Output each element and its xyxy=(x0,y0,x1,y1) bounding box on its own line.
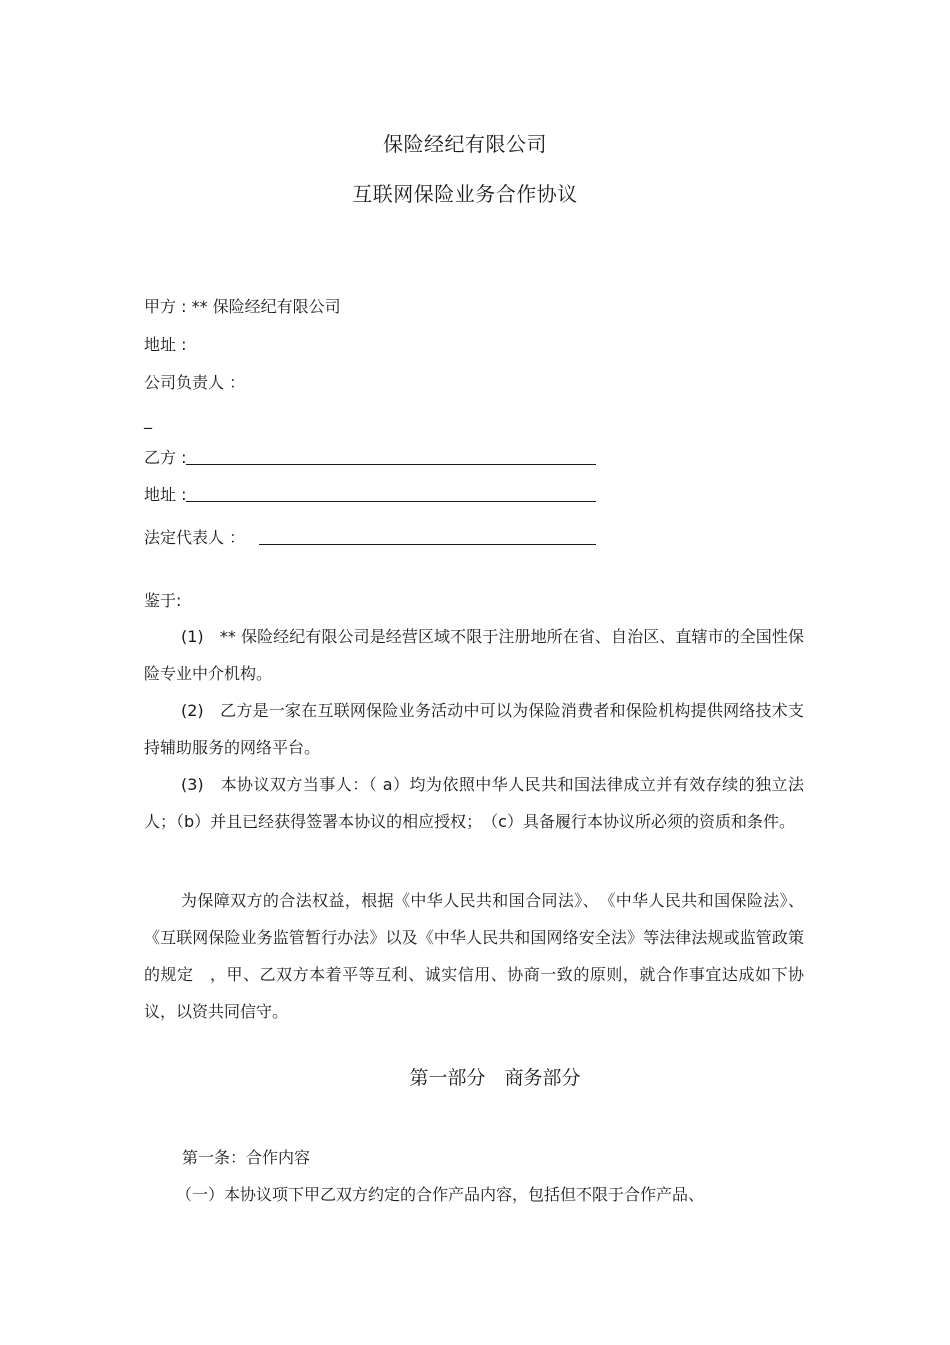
part-one-heading: 第一部分 商务部分 xyxy=(409,1067,581,1089)
party-b-rep-row xyxy=(144,525,596,548)
company-title: 保险经纪有限公司 xyxy=(383,132,547,156)
party-b-address-label: 地址 : xyxy=(144,485,187,504)
whereas-item-2: (2) 乙方是一家在互联网保险业务活动中可以为保险消费者和保险机构提供网络技术支持辅助服务的网络平台。 xyxy=(144,701,804,757)
party-a-address-label: 地址 : xyxy=(144,335,187,354)
party-b-rep-label: 法定代表人 ： xyxy=(144,528,246,547)
party-b-address-field[interactable] xyxy=(186,485,596,502)
party-b-name-field[interactable] xyxy=(186,448,596,465)
party-b-name-label: 乙方 : xyxy=(144,448,187,467)
dash-mark: _ xyxy=(144,410,152,429)
party-a-responsible-label: 公司负责人 ： xyxy=(144,373,246,392)
party-a-name: 甲方 : ** 保险经纪有限公司 xyxy=(144,297,341,316)
article-1-first-line: （一）本协议项下甲乙双方约定的合作产品内容，包括但不限于合作产品、 xyxy=(176,1185,705,1204)
basis-paragraph: 为保障双方的合法权益，根据《中华人民共和国合同法》、 《中华人民共和国保险法》、《互联网保险业务监管暂行办法》以及《中华人民共和国网络安全法》等法律法规或监管政策的规定 ，甲、乙双方本着平等互利、诚实信用、协商一致的原则，就合作事宜达成如下协议，以资共同信守。 xyxy=(144,891,804,1021)
party-b-rep-field[interactable] xyxy=(259,528,596,545)
agreement-title: 互联网保险业务合作协议 xyxy=(352,182,578,206)
whereas-label: 鉴于: xyxy=(144,591,182,610)
party-b-address-row xyxy=(144,482,596,505)
article-1-title: 第一条：合作内容 xyxy=(182,1148,311,1167)
party-b-name-row xyxy=(144,445,596,468)
whereas-item-3: (3) 本协议双方当事人：（ a）均为依照中华人民共和国法律成立并有效存续的独立法人；（b）并且已经获得签署本协议的相应授权； （c）具备履行本协议所必须的资质和条件。 xyxy=(144,775,804,831)
whereas-item-1: (1) ** 保险经纪有限公司是经营区域不限于注册地所在省、自治区、直辖市的全国性保险专业中介机构。 xyxy=(144,627,804,683)
